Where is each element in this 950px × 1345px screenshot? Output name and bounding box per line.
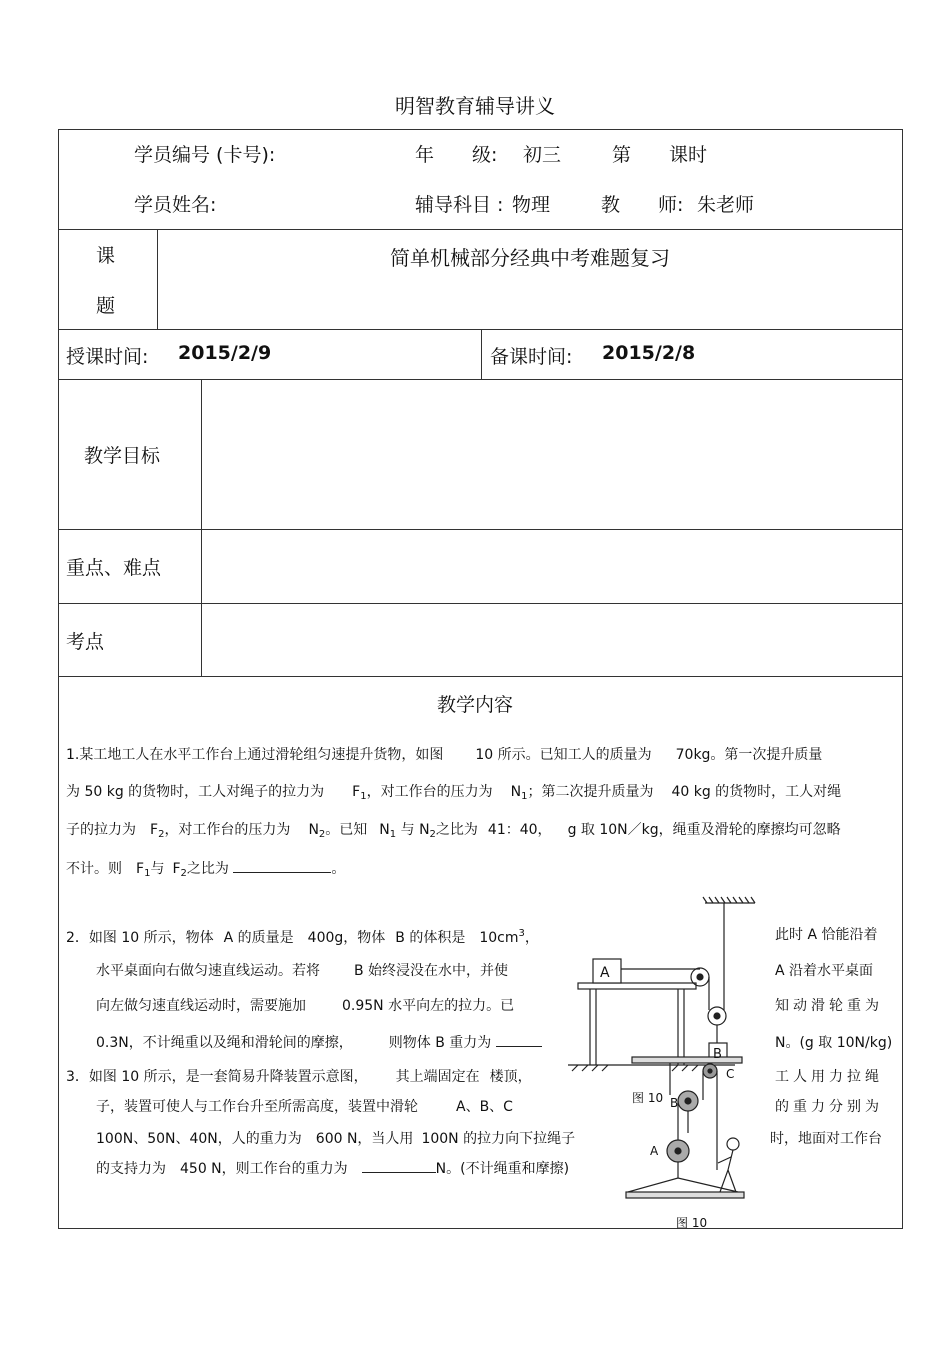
pulley-figure — [560, 895, 770, 1230]
teacher-label: 教 师: — [601, 194, 684, 216]
fig-caption-q3: 图 10 — [676, 1216, 708, 1230]
grade-value: 初三 — [523, 144, 562, 166]
q1-line3: 子的拉力为 $F_2$，对工作台的压力为 $N_2$。已知 $N_1$ 与 $N_2$之比为 41：40， g 取 10N／kg，绳重及滑轮的摩擦均可忽略 — [66, 822, 841, 840]
q3-answer-blank[interactable] — [362, 1172, 436, 1173]
q3-line1-right: 工人用力拉绳 — [775, 1069, 883, 1085]
q2-line1-right: 此时 A 恰能沿着 — [775, 927, 878, 943]
q2-line2: 水平桌面向右做匀速直线运动。若将 B 始终浸没在水中，并使 — [96, 963, 509, 979]
q3-line2: 子，装置可使人与工作台升至所需高度，装置中滑轮 A、B、C — [96, 1099, 513, 1115]
q3-line3-right: 时，地面对工作台 — [770, 1131, 882, 1147]
fig-label-a-q2: A — [600, 965, 610, 981]
content-heading: 教学内容 — [437, 694, 514, 716]
q2-line4-right: N。(g 取 10N/kg) — [775, 1035, 893, 1051]
student-id-label: 学员编号 (卡号): — [134, 144, 276, 166]
q3-line1: 3．如图 10 所示，是一套简易升降装置示意图， 其上端固定在 楼顶， — [66, 1069, 532, 1085]
subject-value: 物理 — [512, 194, 551, 216]
lesson-label: 第 课时 — [612, 144, 708, 166]
figure-q2-table — [568, 897, 755, 1071]
teacher-value: 朱老师 — [697, 194, 755, 216]
fig-label-b-q3: B — [670, 1096, 679, 1110]
focus-label: 重点、难点 — [66, 557, 162, 579]
exam-label: 考点 — [66, 631, 105, 653]
q1-line4: 不计。则 $F_1$与 $F_2$之比为 。 — [66, 861, 346, 879]
q1-answer-blank[interactable] — [233, 872, 331, 873]
q3-line3: 100N、50N、40N，人的重力为 600 N，当人用 100N 的拉力向下拉绳子 — [96, 1131, 576, 1147]
q2-line1: 2．如图 10 所示，物体 A 的质量是 400g，物体 B 的体积是 $10cm^3$， — [66, 928, 539, 946]
student-name-label: 学员姓名: — [134, 194, 217, 216]
q2-line3-right: 知动滑轮重为 — [775, 998, 883, 1014]
q2-line2-right: A 沿着水平桌面 — [775, 963, 874, 979]
topic-label-2: 题 — [96, 295, 116, 317]
q2-line3: 向左做匀速直线运动时，需要施加 0.95N 水平向左的拉力。已 — [96, 998, 515, 1014]
subject-label: 辅导科目 : — [415, 194, 504, 216]
topic-label-1: 课 — [96, 245, 116, 267]
goal-label: 教学目标 — [84, 445, 161, 467]
fig-label-c: C — [726, 1067, 735, 1081]
topic-value: 简单机械部分经典中考难题复习 — [390, 246, 670, 270]
q1-line2: 为 50 kg 的货物时，工人对绳子的拉力为 $F_1$，对工作台的压力为 $N_1$；第二次提升质量为 40 kg 的货物时，工人对绳 — [66, 784, 842, 802]
prep-time-value: 2015/2/8 — [602, 342, 696, 364]
grade-label: 年 级: — [415, 144, 498, 166]
fig-caption-q2: 图 10 — [632, 1091, 664, 1105]
doc-title: 明智教育辅导讲义 — [395, 94, 555, 118]
fig-label-b-q2: B — [713, 1047, 722, 1062]
q2-answer-blank[interactable] — [496, 1046, 542, 1047]
teach-time-label: 授课时间: — [66, 346, 149, 368]
q3-line4: 的支持力为 450 N，则工作台的重力为 N。(不计绳重和摩擦) — [96, 1161, 570, 1177]
q3-line2-right: 的重力分别为 — [775, 1099, 883, 1115]
teach-time-value: 2015/2/9 — [178, 342, 272, 364]
prep-time-label: 备课时间: — [490, 346, 573, 368]
q1-line1: 1.某工地工人在水平工作台上通过滑轮组匀速提升货物，如图 10 所示。已知工人的质量为 70kg。第一次提升质量 — [66, 747, 823, 763]
fig-label-a-q3: A — [650, 1144, 659, 1158]
q2-line4: 0.3N，不计绳重以及绳和滑轮间的摩擦， 则物体 B 重力为 — [96, 1032, 542, 1052]
